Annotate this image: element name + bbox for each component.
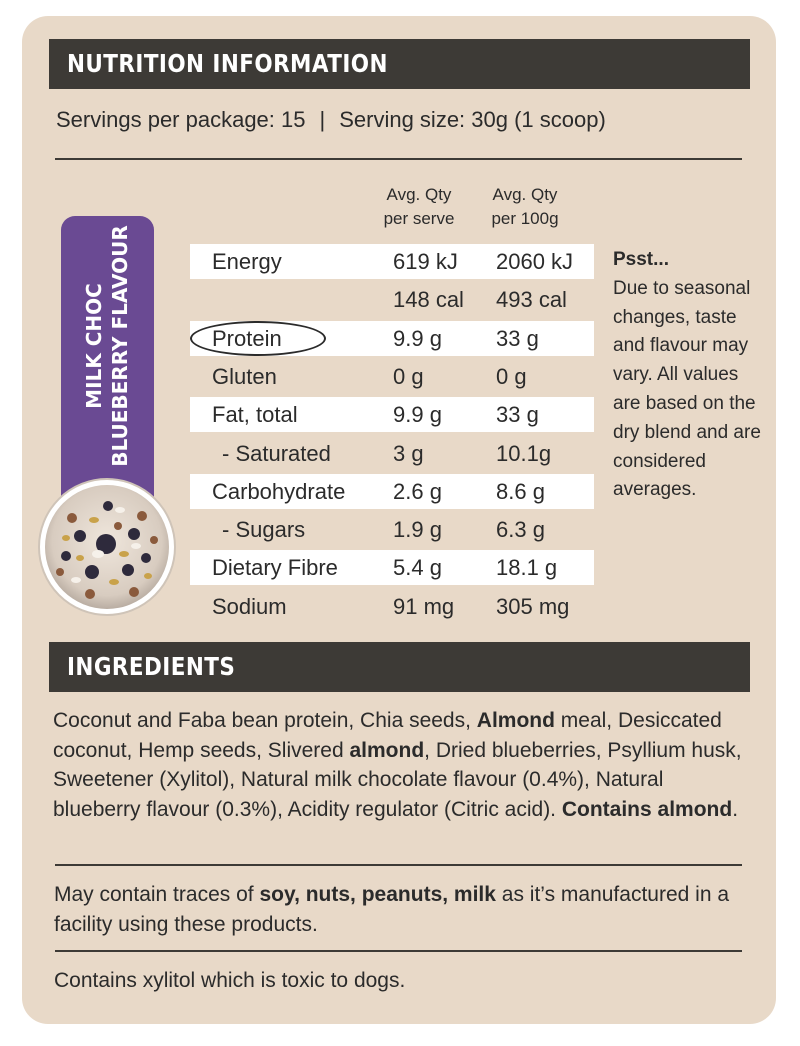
value-per-100g: 10.1g bbox=[496, 440, 552, 466]
servings-line bbox=[56, 107, 606, 133]
value-per-serve: 0 g bbox=[393, 363, 424, 389]
ingredients-allergen: almond bbox=[349, 738, 425, 762]
nutrition-row-sodium bbox=[190, 589, 594, 624]
divider-rule bbox=[55, 158, 742, 160]
ingredients-text-part: . bbox=[732, 797, 739, 821]
nutrient-name: Dietary Fibre bbox=[212, 555, 338, 581]
value-per-100g: 493 cal bbox=[496, 287, 567, 313]
cereal-bowl-image bbox=[36, 476, 178, 618]
nutrient-name: Carbohydrate bbox=[212, 478, 346, 504]
ingredients-text bbox=[53, 706, 753, 824]
xylitol-warning: Contains xylitol which is toxic to dogs. bbox=[54, 969, 406, 992]
traces-text-part: May contain traces of bbox=[54, 883, 260, 906]
nutrition-row-gluten bbox=[190, 359, 594, 394]
column-header-per-serve-line1: Avg. Qty bbox=[386, 185, 452, 204]
nutrition-row-sugars bbox=[190, 512, 594, 547]
value-per-100g: 0 g bbox=[496, 363, 527, 389]
value-per-100g: 2060 kJ bbox=[496, 249, 574, 274]
value-per-serve: 2.6 g bbox=[393, 478, 442, 504]
value-per-serve: 148 cal bbox=[393, 287, 464, 313]
serving-size: Serving size: 30g (1 scoop) bbox=[339, 107, 606, 132]
column-header-per-serve bbox=[359, 183, 479, 231]
value-per-serve: 3 g bbox=[393, 440, 424, 466]
ingredients-text-part: meal, Desiccated coconut, Hemp seeds, Slivered bbox=[53, 709, 722, 762]
nutrition-row-fat-total bbox=[190, 397, 594, 432]
value-per-serve: 9.9 g bbox=[393, 325, 442, 351]
divider-rule bbox=[55, 950, 742, 952]
nutrient-name: Sodium bbox=[212, 593, 287, 619]
nutrition-row-calories bbox=[190, 282, 594, 317]
traces-statement bbox=[54, 880, 754, 940]
nutrition-title: NUTRITION INFORMATION bbox=[67, 49, 388, 78]
servings-per-package: Servings per package: 15 bbox=[56, 107, 306, 132]
value-per-100g: 33 g bbox=[496, 402, 539, 428]
contains-almond-statement: Contains almond bbox=[561, 797, 733, 821]
nutrient-name: Protein bbox=[212, 325, 282, 351]
ingredients-title: INGREDIENTS bbox=[67, 652, 236, 681]
psst-note bbox=[613, 246, 763, 505]
traces-text-part: as it’s manufactured in a facility using these products. bbox=[54, 883, 730, 936]
column-header-per-100g-line1: Avg. Qty bbox=[492, 185, 558, 204]
nutrient-name: - Saturated bbox=[222, 440, 331, 466]
value-per-100g: 6.3 g bbox=[496, 517, 545, 543]
value-per-100g: 18.1 g bbox=[496, 555, 558, 581]
protein-highlight-circle bbox=[190, 321, 326, 356]
nutrition-row-saturated bbox=[190, 436, 594, 471]
value-per-serve: 1.9 g bbox=[393, 517, 442, 543]
nutrition-information-header bbox=[49, 39, 750, 89]
ingredients-text-part: Coconut and Faba bean protein, Chia seeds, bbox=[53, 709, 477, 732]
value-per-100g: 33 g bbox=[496, 325, 539, 351]
psst-title: Psst... bbox=[613, 249, 669, 270]
nutrient-name: - Sugars bbox=[222, 517, 306, 543]
nutrient-name: Gluten bbox=[212, 363, 277, 389]
nutrition-row-energy bbox=[190, 244, 594, 279]
ingredients-allergen: Almond bbox=[476, 709, 555, 732]
value-per-serve: 91 mg bbox=[393, 593, 455, 619]
flavour-label-line1: MILK CHOC bbox=[82, 283, 106, 409]
nutrient-name: Energy bbox=[212, 249, 282, 274]
nutrient-name: Fat, total bbox=[212, 402, 298, 428]
nutrition-row-carbohydrate bbox=[190, 474, 594, 509]
value-per-serve: 5.4 g bbox=[393, 555, 442, 581]
traces-allergens: soy, nuts, peanuts, milk bbox=[259, 883, 496, 906]
column-header-per-serve-line2: per serve bbox=[383, 209, 455, 228]
divider-rule bbox=[55, 864, 742, 866]
nutrition-row-dietary-fibre bbox=[190, 550, 594, 585]
value-per-100g: 8.6 g bbox=[496, 478, 545, 504]
value-per-serve: 619 kJ bbox=[393, 249, 458, 274]
flavour-label bbox=[81, 216, 133, 476]
column-header-per-100g bbox=[465, 183, 585, 231]
psst-body: Due to seasonal changes, taste and flavour may vary. All values are based on the dry blend and are considered averages. bbox=[613, 277, 761, 501]
value-per-serve: 9.9 g bbox=[393, 402, 442, 428]
ingredients-header bbox=[49, 642, 750, 692]
servings-separator: | bbox=[319, 107, 326, 132]
ingredients-text-part: , Dried blueberries, Psyllium husk, Sweetener (Xylitol), Natural milk chocolate flavour (0.4%), Natural blueberry flavour (0.3%), Acidity regulator (Citric acid). bbox=[53, 738, 742, 821]
flavour-label-line2: BLUEBERRY FLAVOUR bbox=[108, 225, 132, 467]
value-per-100g: 305 mg bbox=[496, 593, 570, 619]
column-header-per-100g-line2: per 100g bbox=[491, 209, 559, 228]
